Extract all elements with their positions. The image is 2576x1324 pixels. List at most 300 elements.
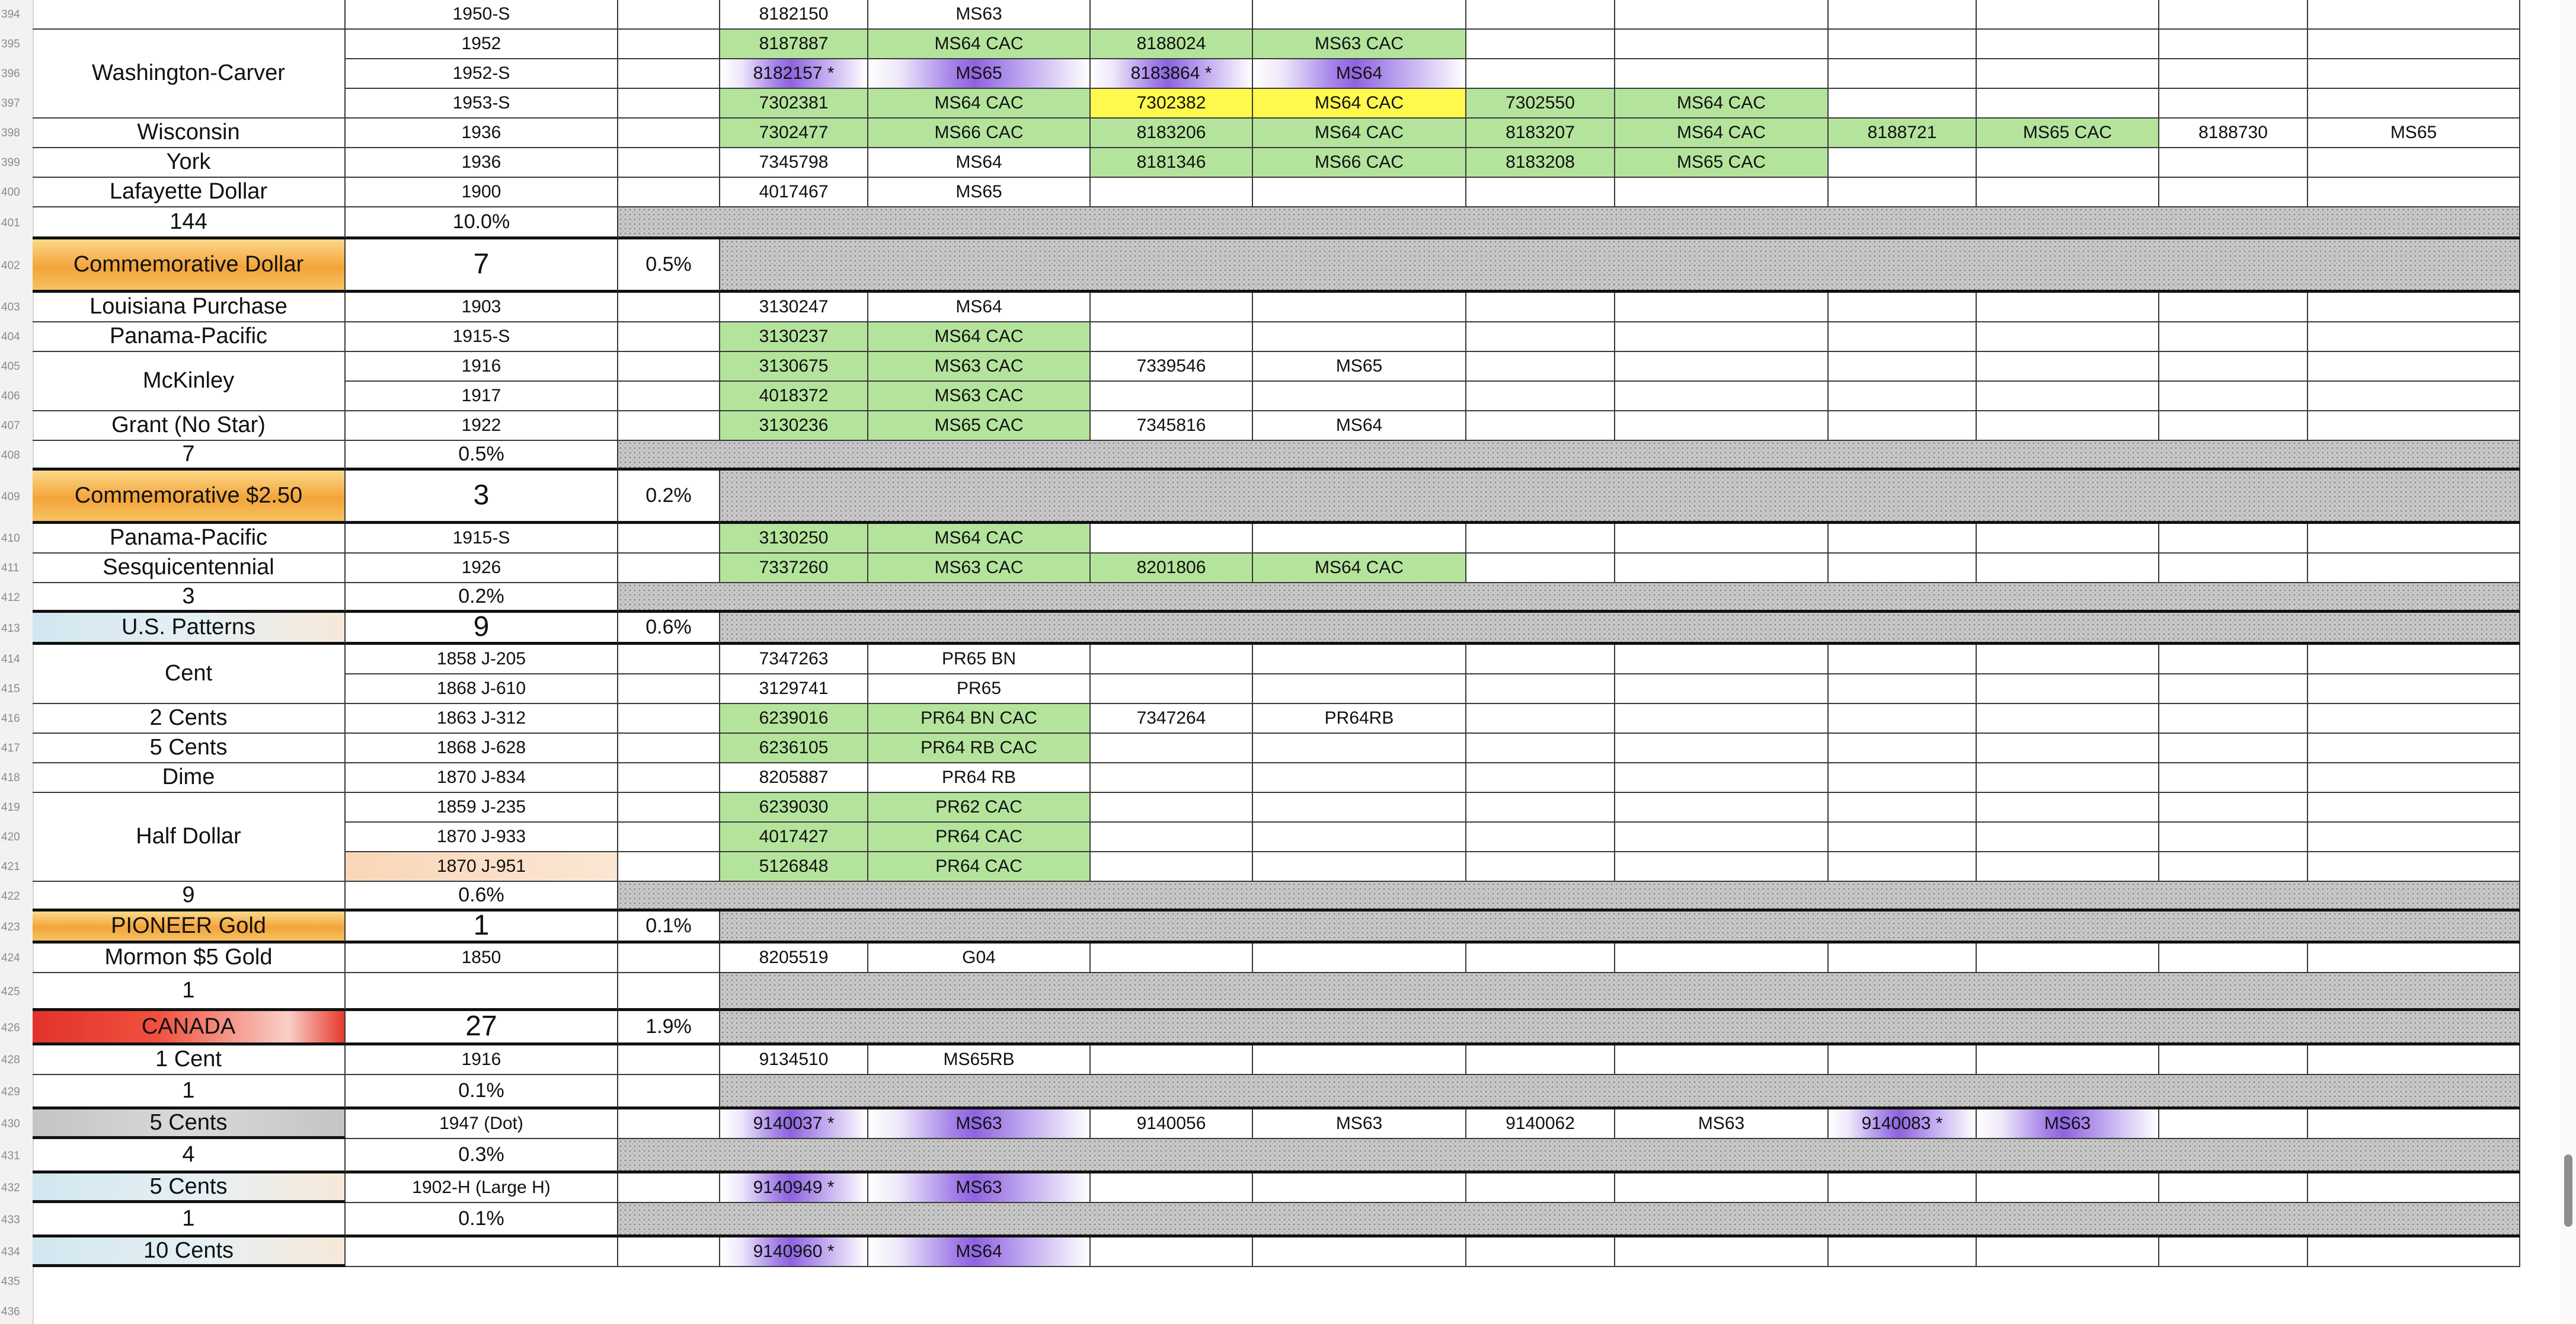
- blank-cell[interactable]: [618, 704, 720, 734]
- cert-number-cell[interactable]: 9140037 *: [720, 1109, 868, 1139]
- empty-cell[interactable]: [1615, 30, 1829, 59]
- empty-cell[interactable]: [1977, 944, 2159, 973]
- year-cell[interactable]: 1900: [346, 178, 618, 207]
- section-percent[interactable]: 0.2%: [618, 471, 720, 524]
- grade-cell[interactable]: PR64 BN CAC: [868, 704, 1091, 734]
- empty-cell[interactable]: [2159, 352, 2308, 382]
- grade-cell[interactable]: PR62 CAC: [868, 793, 1091, 823]
- year-cell[interactable]: 1859 J-235: [346, 793, 618, 823]
- cert-number-cell[interactable]: 9140083 *: [1829, 1109, 1977, 1139]
- empty-cell[interactable]: [1253, 793, 1466, 823]
- year-cell[interactable]: 1915-S: [346, 524, 618, 554]
- grade-cell[interactable]: MS63 CAC: [868, 382, 1091, 411]
- empty-cell[interactable]: [1466, 734, 1615, 763]
- category-label[interactable]: 2 Cents: [33, 704, 346, 734]
- empty-cell[interactable]: [1091, 293, 1253, 322]
- grade-cell[interactable]: G04: [868, 944, 1091, 973]
- empty-cell[interactable]: [1466, 763, 1615, 793]
- empty-cell[interactable]: [2308, 1237, 2520, 1267]
- empty-cell[interactable]: [1091, 944, 1253, 973]
- vertical-scrollbar[interactable]: [2561, 0, 2576, 1324]
- empty-cell[interactable]: [1977, 734, 2159, 763]
- row-number[interactable]: 399: [1, 156, 20, 169]
- grade-cell[interactable]: MS65 CAC: [1977, 119, 2159, 148]
- empty-cell[interactable]: [2159, 704, 2308, 734]
- empty-cell[interactable]: [1466, 30, 1615, 59]
- empty-cell[interactable]: [1466, 1237, 1615, 1267]
- empty-cell[interactable]: [1091, 645, 1253, 674]
- empty-cell[interactable]: [1829, 178, 1977, 207]
- grade-cell[interactable]: MS63 CAC: [868, 554, 1091, 583]
- empty-cell[interactable]: [1466, 823, 1615, 852]
- section-total-count[interactable]: 144: [33, 207, 346, 239]
- row-number[interactable]: 430: [1, 1118, 20, 1130]
- year-cell[interactable]: 1902-H (Large H): [346, 1173, 618, 1203]
- cert-number-cell[interactable]: 8182157 *: [720, 59, 868, 89]
- empty-cell[interactable]: [2308, 1109, 2520, 1139]
- blank-cell[interactable]: [618, 0, 720, 30]
- row-number[interactable]: 413: [1, 622, 20, 635]
- empty-cell[interactable]: [1091, 1173, 1253, 1203]
- empty-cell[interactable]: [1829, 734, 1977, 763]
- empty-cell[interactable]: [1977, 1045, 2159, 1075]
- blank-cell[interactable]: [618, 1237, 720, 1267]
- empty-cell[interactable]: [1091, 823, 1253, 852]
- row-number[interactable]: 404: [1, 331, 20, 343]
- empty-cell[interactable]: [1253, 674, 1466, 704]
- empty-cell[interactable]: [1977, 674, 2159, 704]
- category-label[interactable]: Dime: [33, 763, 346, 793]
- empty-cell[interactable]: [1615, 704, 1829, 734]
- grade-cell[interactable]: MS64 CAC: [868, 322, 1091, 352]
- row-number[interactable]: 416: [1, 712, 20, 725]
- section-total-percent[interactable]: 0.1%: [346, 1075, 618, 1109]
- cert-number-cell[interactable]: 7302382: [1091, 89, 1253, 119]
- empty-cell[interactable]: [1977, 59, 2159, 89]
- year-cell[interactable]: 1858 J-205: [346, 645, 618, 674]
- blank-cell[interactable]: [618, 322, 720, 352]
- category-label[interactable]: Lafayette Dollar: [33, 178, 346, 207]
- empty-cell[interactable]: [1091, 1237, 1253, 1267]
- grade-cell[interactable]: MS63: [868, 1173, 1091, 1203]
- year-cell[interactable]: 1926: [346, 554, 618, 583]
- empty-cell[interactable]: [1091, 322, 1253, 352]
- category-label[interactable]: Washington-Carver: [33, 30, 346, 119]
- section-total-percent[interactable]: 0.2%: [346, 583, 618, 613]
- empty-cell[interactable]: [1829, 704, 1977, 734]
- empty-cell[interactable]: [2159, 322, 2308, 352]
- grade-cell[interactable]: MS63: [1615, 1109, 1829, 1139]
- blank-cell[interactable]: [618, 793, 720, 823]
- empty-cell[interactable]: [2159, 411, 2308, 441]
- section-total-count[interactable]: 3: [33, 583, 346, 613]
- row-number[interactable]: 419: [1, 801, 20, 814]
- empty-cell[interactable]: [2159, 293, 2308, 322]
- cert-number-cell[interactable]: 9140062: [1466, 1109, 1615, 1139]
- row-number[interactable]: 425: [1, 986, 20, 998]
- blank-cell[interactable]: [618, 734, 720, 763]
- section-header[interactable]: U.S. Patterns: [33, 613, 346, 645]
- empty-cell[interactable]: [2159, 793, 2308, 823]
- grade-cell[interactable]: MS66 CAC: [1253, 148, 1466, 178]
- empty-cell[interactable]: [1615, 793, 1829, 823]
- cert-number-cell[interactable]: 3129741: [720, 674, 868, 704]
- blank-cell[interactable]: [618, 645, 720, 674]
- section-count[interactable]: 27: [346, 1011, 618, 1045]
- cert-number-cell[interactable]: 6239030: [720, 793, 868, 823]
- grade-cell[interactable]: MS65: [1253, 352, 1466, 382]
- empty-cell[interactable]: [1091, 852, 1253, 882]
- year-cell[interactable]: 1915-S: [346, 322, 618, 352]
- row-number[interactable]: 401: [1, 217, 20, 229]
- category-label[interactable]: 5 Cents: [33, 1173, 346, 1203]
- category-label[interactable]: 10 Cents: [33, 1237, 346, 1267]
- empty-cell[interactable]: [2159, 674, 2308, 704]
- blank-cell[interactable]: [618, 352, 720, 382]
- grade-cell[interactable]: MS64: [868, 1237, 1091, 1267]
- empty-cell[interactable]: [1466, 793, 1615, 823]
- empty-cell[interactable]: [1829, 382, 1977, 411]
- empty-cell[interactable]: [2159, 1109, 2308, 1139]
- blank-cell[interactable]: [618, 1173, 720, 1203]
- cert-number-cell[interactable]: 7347263: [720, 645, 868, 674]
- empty-cell[interactable]: [2308, 322, 2520, 352]
- grade-cell[interactable]: PR64RB: [1253, 704, 1466, 734]
- empty-cell[interactable]: [1977, 763, 2159, 793]
- cert-number-cell[interactable]: 3130247: [720, 293, 868, 322]
- blank-cell[interactable]: [618, 411, 720, 441]
- empty-cell[interactable]: [1466, 293, 1615, 322]
- empty-cell[interactable]: [1977, 645, 2159, 674]
- row-number[interactable]: 429: [1, 1086, 20, 1098]
- empty-cell[interactable]: [2308, 293, 2520, 322]
- empty-cell[interactable]: [1829, 30, 1977, 59]
- scrollbar-thumb[interactable]: [2564, 1154, 2572, 1227]
- empty-cell[interactable]: [1253, 322, 1466, 352]
- grade-cell[interactable]: MS63: [868, 1109, 1091, 1139]
- blank-cell[interactable]: [618, 178, 720, 207]
- row-number[interactable]: 395: [1, 38, 20, 50]
- empty-cell[interactable]: [1615, 59, 1829, 89]
- year-cell[interactable]: 1870 J-933: [346, 823, 618, 852]
- category-label[interactable]: [33, 0, 346, 30]
- row-number[interactable]: 405: [1, 360, 20, 373]
- empty-cell[interactable]: [2308, 148, 2520, 178]
- section-total-percent[interactable]: [346, 973, 618, 1011]
- empty-cell[interactable]: [2308, 763, 2520, 793]
- grade-cell[interactable]: MS63: [1977, 1109, 2159, 1139]
- empty-cell[interactable]: [1615, 554, 1829, 583]
- row-number[interactable]: 436: [1, 1306, 20, 1318]
- category-label[interactable]: Cent: [33, 645, 346, 704]
- grade-cell[interactable]: MS64: [1253, 411, 1466, 441]
- cert-number-cell[interactable]: 9140960 *: [720, 1237, 868, 1267]
- grade-cell[interactable]: MS65RB: [868, 1045, 1091, 1075]
- row-number[interactable]: 433: [1, 1214, 20, 1226]
- empty-cell[interactable]: [2308, 411, 2520, 441]
- row-number[interactable]: 418: [1, 772, 20, 784]
- grade-cell[interactable]: MS64 CAC: [1253, 89, 1466, 119]
- cert-number-cell[interactable]: 3130236: [720, 411, 868, 441]
- year-cell[interactable]: 1947 (Dot): [346, 1109, 618, 1139]
- category-label[interactable]: Louisiana Purchase: [33, 293, 346, 322]
- grade-cell[interactable]: MS65: [2308, 119, 2520, 148]
- cert-number-cell[interactable]: 4017467: [720, 178, 868, 207]
- empty-cell[interactable]: [1977, 0, 2159, 30]
- year-cell[interactable]: 1922: [346, 411, 618, 441]
- grade-cell[interactable]: MS65 CAC: [868, 411, 1091, 441]
- empty-cell[interactable]: [1253, 645, 1466, 674]
- cert-number-cell[interactable]: 8181346: [1091, 148, 1253, 178]
- empty-cell[interactable]: [1615, 1045, 1829, 1075]
- row-number[interactable]: 397: [1, 97, 20, 110]
- blank-cell[interactable]: [618, 30, 720, 59]
- empty-cell[interactable]: [1253, 944, 1466, 973]
- cert-number-cell[interactable]: 8183208: [1466, 148, 1615, 178]
- row-number[interactable]: 423: [1, 921, 20, 933]
- empty-cell[interactable]: [1615, 352, 1829, 382]
- cert-number-cell[interactable]: 7302550: [1466, 89, 1615, 119]
- cert-number-cell[interactable]: 4017427: [720, 823, 868, 852]
- blank-cell[interactable]: [618, 823, 720, 852]
- category-label[interactable]: Wisconsin: [33, 119, 346, 148]
- grade-cell[interactable]: PR64 RB: [868, 763, 1091, 793]
- row-number[interactable]: 407: [1, 420, 20, 432]
- empty-cell[interactable]: [2159, 89, 2308, 119]
- empty-cell[interactable]: [1253, 823, 1466, 852]
- cert-number-cell[interactable]: 8201806: [1091, 554, 1253, 583]
- blank-cell[interactable]: [618, 382, 720, 411]
- empty-cell[interactable]: [2159, 852, 2308, 882]
- empty-cell[interactable]: [1829, 1237, 1977, 1267]
- blank-cell[interactable]: [618, 119, 720, 148]
- row-number[interactable]: 398: [1, 127, 20, 139]
- empty-cell[interactable]: [1253, 178, 1466, 207]
- empty-cell[interactable]: [1466, 1173, 1615, 1203]
- category-label[interactable]: 5 Cents: [33, 734, 346, 763]
- section-count[interactable]: 9: [346, 613, 618, 645]
- empty-cell[interactable]: [1615, 674, 1829, 704]
- empty-cell[interactable]: [1829, 322, 1977, 352]
- empty-cell[interactable]: [2159, 734, 2308, 763]
- row-number[interactable]: 421: [1, 861, 20, 873]
- row-number[interactable]: 435: [1, 1275, 20, 1288]
- section-total-count[interactable]: 7: [33, 441, 346, 471]
- grade-cell[interactable]: PR64 CAC: [868, 852, 1091, 882]
- blank-cell[interactable]: [618, 554, 720, 583]
- empty-cell[interactable]: [1253, 1173, 1466, 1203]
- empty-cell[interactable]: [1615, 524, 1829, 554]
- empty-cell[interactable]: [2159, 59, 2308, 89]
- grade-cell[interactable]: MS64 CAC: [1253, 554, 1466, 583]
- cert-number-cell[interactable]: 5126848: [720, 852, 868, 882]
- row-number[interactable]: 403: [1, 301, 20, 314]
- blank-cell[interactable]: [618, 293, 720, 322]
- empty-cell[interactable]: [2308, 645, 2520, 674]
- section-total-percent[interactable]: 10.0%: [346, 207, 618, 239]
- empty-cell[interactable]: [1253, 763, 1466, 793]
- section-total-count[interactable]: 4: [33, 1139, 346, 1173]
- grade-cell[interactable]: MS63 CAC: [1253, 30, 1466, 59]
- empty-cell[interactable]: [1829, 1173, 1977, 1203]
- cert-number-cell[interactable]: 7339546: [1091, 352, 1253, 382]
- cert-number-cell[interactable]: 9140949 *: [720, 1173, 868, 1203]
- blank-cell[interactable]: [618, 148, 720, 178]
- empty-cell[interactable]: [2308, 674, 2520, 704]
- empty-cell[interactable]: [1829, 674, 1977, 704]
- empty-cell[interactable]: [1977, 1237, 2159, 1267]
- empty-cell[interactable]: [2159, 524, 2308, 554]
- empty-cell[interactable]: [2159, 178, 2308, 207]
- cert-number-cell[interactable]: 8183206: [1091, 119, 1253, 148]
- empty-cell[interactable]: [1615, 293, 1829, 322]
- grade-cell[interactable]: PR65: [868, 674, 1091, 704]
- section-total-count[interactable]: 9: [33, 882, 346, 912]
- grade-cell[interactable]: MS65 CAC: [1615, 148, 1829, 178]
- year-cell[interactable]: 1868 J-628: [346, 734, 618, 763]
- grade-cell[interactable]: MS64 CAC: [868, 89, 1091, 119]
- blank-cell[interactable]: [618, 1075, 720, 1109]
- section-header[interactable]: Commemorative Dollar: [33, 239, 346, 293]
- empty-cell[interactable]: [2159, 0, 2308, 30]
- empty-cell[interactable]: [1466, 352, 1615, 382]
- empty-cell[interactable]: [1829, 293, 1977, 322]
- empty-cell[interactable]: [1615, 382, 1829, 411]
- blank-cell[interactable]: [618, 59, 720, 89]
- category-label[interactable]: Panama-Pacific: [33, 322, 346, 352]
- row-number[interactable]: 434: [1, 1246, 20, 1258]
- cert-number-cell[interactable]: 6239016: [720, 704, 868, 734]
- blank-cell[interactable]: [618, 852, 720, 882]
- cert-number-cell[interactable]: 4018372: [720, 382, 868, 411]
- cert-number-cell[interactable]: 8183864 *: [1091, 59, 1253, 89]
- year-cell[interactable]: [346, 1237, 618, 1267]
- blank-cell[interactable]: [618, 89, 720, 119]
- blank-cell[interactable]: [618, 674, 720, 704]
- empty-cell[interactable]: [1615, 322, 1829, 352]
- empty-cell[interactable]: [1829, 1045, 1977, 1075]
- empty-cell[interactable]: [1615, 645, 1829, 674]
- empty-cell[interactable]: [2159, 148, 2308, 178]
- blank-cell[interactable]: [618, 973, 720, 1011]
- cert-number-cell[interactable]: 7302381: [720, 89, 868, 119]
- category-label[interactable]: York: [33, 148, 346, 178]
- blank-cell[interactable]: [618, 1045, 720, 1075]
- section-header[interactable]: CANADA: [33, 1011, 346, 1045]
- section-percent[interactable]: 1.9%: [618, 1011, 720, 1045]
- empty-cell[interactable]: [1829, 554, 1977, 583]
- empty-cell[interactable]: [1829, 852, 1977, 882]
- empty-cell[interactable]: [1977, 89, 2159, 119]
- empty-cell[interactable]: [2308, 734, 2520, 763]
- cert-number-cell[interactable]: 9134510: [720, 1045, 868, 1075]
- empty-cell[interactable]: [1615, 1237, 1829, 1267]
- year-cell[interactable]: 1936: [346, 148, 618, 178]
- blank-cell[interactable]: [618, 763, 720, 793]
- section-total-count[interactable]: 1: [33, 1203, 346, 1237]
- row-number[interactable]: 408: [1, 449, 20, 462]
- empty-cell[interactable]: [1829, 944, 1977, 973]
- cert-number-cell[interactable]: 8188730: [2159, 119, 2308, 148]
- empty-cell[interactable]: [2308, 793, 2520, 823]
- empty-cell[interactable]: [1091, 674, 1253, 704]
- category-label[interactable]: 5 Cents: [33, 1109, 346, 1139]
- empty-cell[interactable]: [1977, 293, 2159, 322]
- year-cell[interactable]: 1952: [346, 30, 618, 59]
- section-count[interactable]: 7: [346, 239, 618, 293]
- empty-cell[interactable]: [2159, 1237, 2308, 1267]
- empty-cell[interactable]: [1253, 382, 1466, 411]
- grade-cell[interactable]: MS63: [1253, 1109, 1466, 1139]
- empty-cell[interactable]: [2308, 524, 2520, 554]
- section-total-count[interactable]: 1: [33, 973, 346, 1011]
- section-count[interactable]: 1: [346, 912, 618, 944]
- year-cell[interactable]: 1916: [346, 352, 618, 382]
- empty-cell[interactable]: [1253, 524, 1466, 554]
- section-total-count[interactable]: 1: [33, 1075, 346, 1109]
- empty-cell[interactable]: [1466, 411, 1615, 441]
- empty-cell[interactable]: [1091, 1045, 1253, 1075]
- grade-cell[interactable]: MS65: [868, 59, 1091, 89]
- category-label[interactable]: 1 Cent: [33, 1045, 346, 1075]
- cert-number-cell[interactable]: 8188024: [1091, 30, 1253, 59]
- row-number[interactable]: 417: [1, 742, 20, 754]
- section-percent[interactable]: 0.5%: [618, 239, 720, 293]
- empty-cell[interactable]: [2308, 0, 2520, 30]
- empty-cell[interactable]: [1977, 524, 2159, 554]
- empty-cell[interactable]: [1615, 944, 1829, 973]
- row-number[interactable]: 415: [1, 683, 20, 695]
- empty-cell[interactable]: [1615, 411, 1829, 441]
- category-label[interactable]: Half Dollar: [33, 793, 346, 882]
- row-number[interactable]: 414: [1, 653, 20, 666]
- empty-cell[interactable]: [1466, 178, 1615, 207]
- cert-number-cell[interactable]: 6236105: [720, 734, 868, 763]
- cert-number-cell[interactable]: 7337260: [720, 554, 868, 583]
- year-cell[interactable]: 1936: [346, 119, 618, 148]
- category-label[interactable]: Panama-Pacific: [33, 524, 346, 554]
- empty-cell[interactable]: [1091, 763, 1253, 793]
- empty-cell[interactable]: [2308, 59, 2520, 89]
- empty-cell[interactable]: [1977, 1173, 2159, 1203]
- category-label[interactable]: Sesquicentennial: [33, 554, 346, 583]
- empty-cell[interactable]: [1829, 524, 1977, 554]
- year-cell[interactable]: 1863 J-312: [346, 704, 618, 734]
- empty-cell[interactable]: [1615, 823, 1829, 852]
- year-cell[interactable]: 1950-S: [346, 0, 618, 30]
- empty-cell[interactable]: [1253, 734, 1466, 763]
- empty-cell[interactable]: [1977, 704, 2159, 734]
- row-number[interactable]: 422: [1, 890, 20, 903]
- empty-cell[interactable]: [1253, 1045, 1466, 1075]
- cert-number-cell[interactable]: 3130237: [720, 322, 868, 352]
- empty-cell[interactable]: [2308, 352, 2520, 382]
- empty-cell[interactable]: [1977, 352, 2159, 382]
- empty-cell[interactable]: [1829, 763, 1977, 793]
- empty-cell[interactable]: [1829, 411, 1977, 441]
- cert-number-cell[interactable]: 7347264: [1091, 704, 1253, 734]
- year-cell[interactable]: 1870 J-951: [346, 852, 618, 882]
- empty-cell[interactable]: [1466, 852, 1615, 882]
- grade-cell[interactable]: PR64 CAC: [868, 823, 1091, 852]
- empty-cell[interactable]: [1253, 852, 1466, 882]
- empty-cell[interactable]: [1253, 1237, 1466, 1267]
- empty-cell[interactable]: [2308, 1173, 2520, 1203]
- empty-cell[interactable]: [1615, 1173, 1829, 1203]
- row-number[interactable]: 409: [1, 491, 20, 503]
- grade-cell[interactable]: MS65: [868, 178, 1091, 207]
- empty-cell[interactable]: [1977, 382, 2159, 411]
